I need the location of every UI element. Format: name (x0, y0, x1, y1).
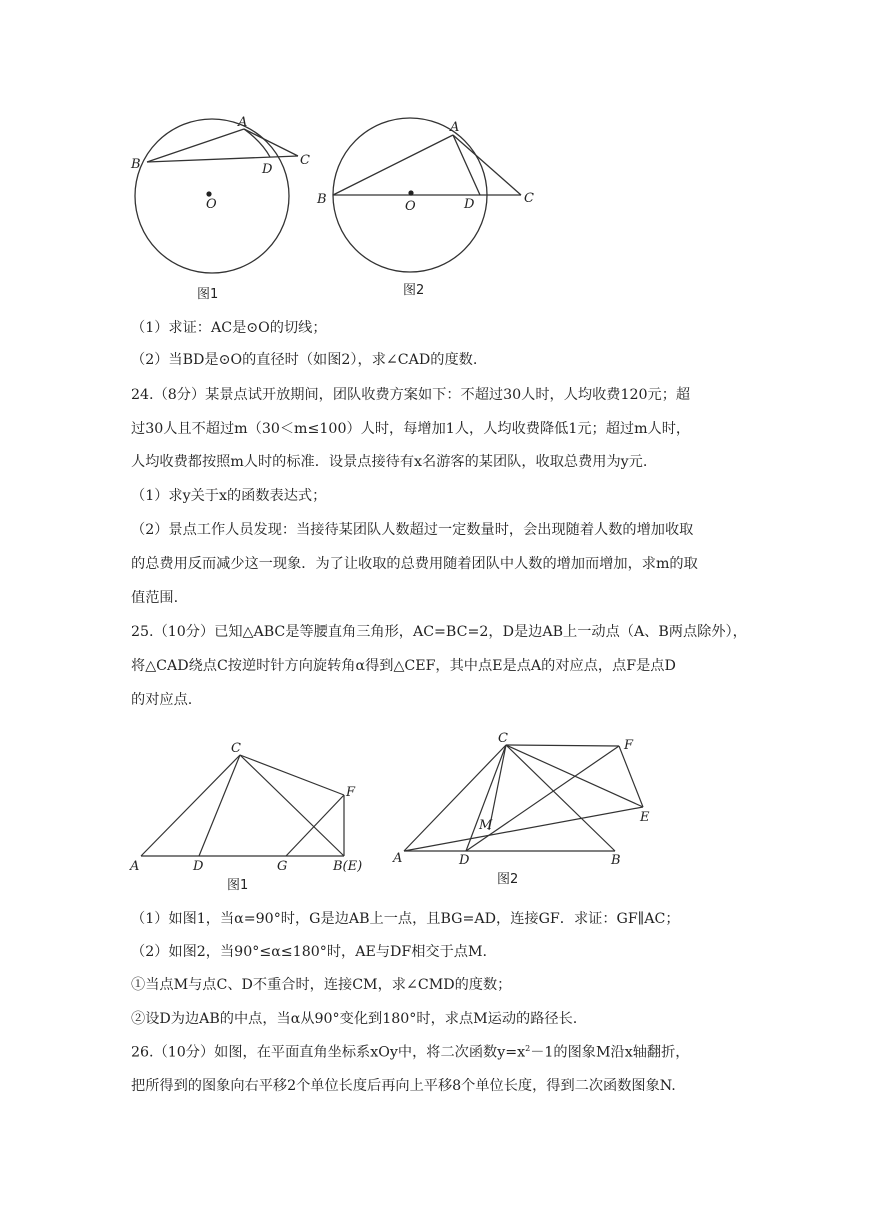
caption-fig1: 图1 (197, 287, 219, 302)
label-b-fig1: B (131, 157, 141, 172)
q26-line1-a: 26.（10分）如图，在平面直角坐标系xOy中，将二次函数y=x (131, 1044, 526, 1061)
q25-part2-ii: ②设D为边AB的中点，当α从90°变化到180°时，求点M运动的路径长. (131, 1011, 578, 1027)
exponent: 2 (525, 1044, 531, 1053)
label-c-fig2: C (524, 191, 534, 206)
label-a-fig2: A (450, 120, 460, 135)
q25-part1: （1）如图1，当α=90°时，G是边AB上一点，且BG=AD，连接GF．求证：GF∥AC； (131, 911, 680, 927)
q25-part2-i: ①当点M与点C、D不重合时，连接CM，求∠CMD的度数； (131, 977, 512, 993)
label-m-25-2: M (479, 818, 493, 833)
fig25-2-lines (404, 745, 643, 851)
label-a-25-2: A (393, 851, 403, 866)
label-d-fig2: D (464, 197, 475, 212)
label-d-fig1: D (262, 162, 273, 177)
fig25-1-lines (141, 755, 344, 856)
q24-line1: 24.（8分）某景点试开放期间，团队收费方案如下：不超过30人时，人均收费120元；超 (131, 387, 691, 403)
label-o-fig1: O (206, 197, 217, 212)
label-b-25-1: B(E) (333, 859, 363, 874)
circle-o-fig1 (135, 119, 289, 273)
q26-line2: 把所得到的图象向右平移2个单位长度后再向上平移8个单位长度，得到二次函数图象N. (131, 1078, 676, 1094)
label-g-25-1: G (277, 859, 288, 874)
q25-part2: （2）如图2，当90°≤α≤180°时，AE与DF相交于点M. (131, 944, 488, 960)
fig2-lines (333, 135, 521, 195)
caption-25-2: 图2 (497, 872, 519, 887)
label-b-fig2: B (317, 192, 327, 207)
label-c-fig1: C (300, 153, 310, 168)
label-a-fig1: A (238, 115, 248, 130)
q24-part2-line2: 的总费用反而减少这一现象．为了让收取的总费用随着团队中人数的增加而增加，求m的取 (131, 556, 698, 572)
label-b-25-2: B (611, 853, 621, 868)
q24-part2-line3: 值范围. (131, 590, 179, 606)
q25-line1: 25.（10分）已知△ABC是等腰直角三角形，AC=BC=2，D是边AB上一动点（A、B两点除外）， (131, 624, 747, 640)
q25-line2: 将△CAD绕点C按逆时针方向旋转角α得到△CEF，其中点E是点A的对应点，点F是点D (131, 658, 676, 674)
label-c-25-2: C (498, 731, 508, 746)
label-d-25-2: D (459, 853, 470, 868)
label-d-25-1: D (193, 859, 204, 874)
q26-line1-b: －1的图象M沿x轴翻折， (530, 1044, 690, 1061)
q23-part1: （1）求证：AC是⊙O的切线； (131, 320, 327, 336)
caption-25-1: 图1 (227, 878, 249, 893)
q23-part2: （2）当BD是⊙O的直径时（如图2），求∠CAD的度数. (131, 352, 478, 368)
q25-line3: 的对应点. (131, 692, 193, 708)
q26-line1 (131, 1044, 741, 1062)
fig1-lines (147, 129, 298, 162)
label-f-25-1: F (346, 785, 356, 800)
q24-part1: （1）求y关于x的函数表达式； (131, 488, 327, 504)
label-a-25-1: A (130, 859, 140, 874)
q24-line2: 过30人且不超过m（30＜m≤100）人时，每增加1人，人均收费降低1元；超过m人时， (131, 421, 691, 437)
label-e-25-2: E (640, 810, 650, 825)
caption-fig2: 图2 (403, 283, 425, 298)
q24-line3: 人均收费都按照m人时的标准．设景点接待有x名游客的某团队，收取总费用为y元. (131, 454, 648, 470)
label-f-25-2: F (624, 738, 634, 753)
label-o-fig2: O (405, 199, 416, 214)
q24-part2-line1: （2）景点工作人员发现：当接待某团队人数超过一定数量时，会出现随着人数的增加收取 (131, 522, 694, 538)
label-c-25-1: C (231, 741, 241, 756)
